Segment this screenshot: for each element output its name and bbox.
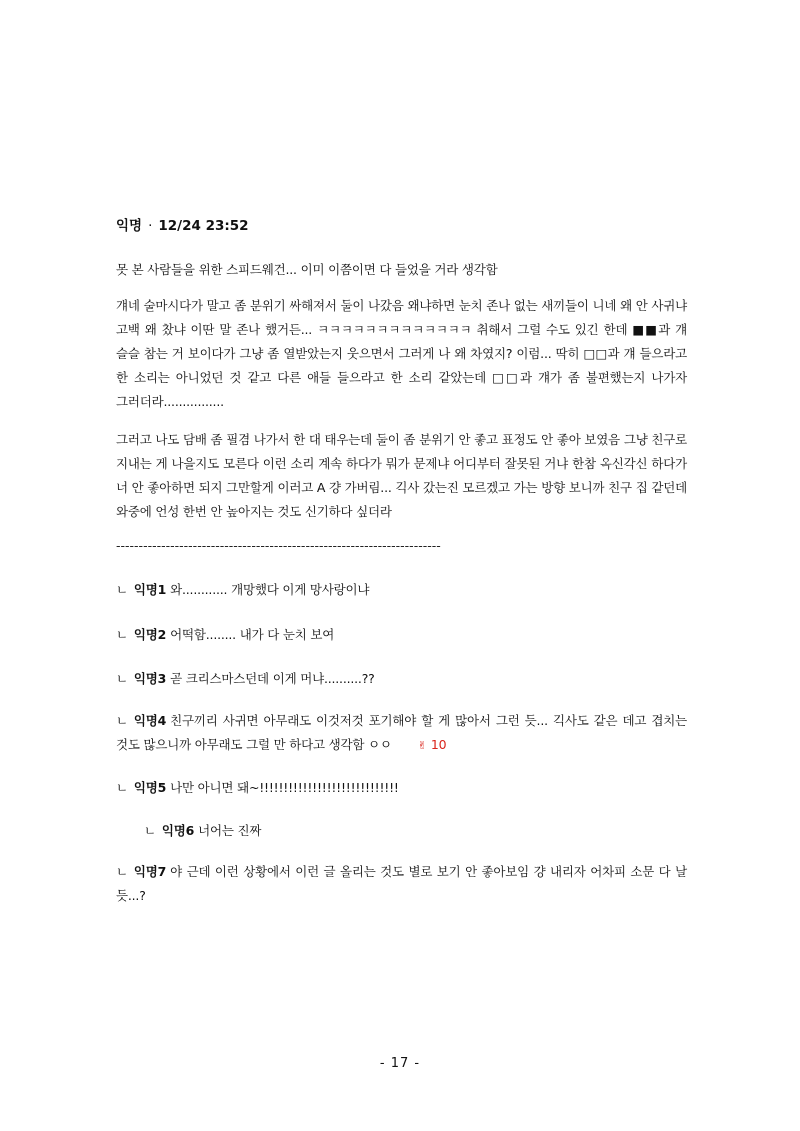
comment-author: 익명5 xyxy=(133,780,167,795)
comment-text: 야 근데 이런 상황에서 이런 글 올리는 것도 별로 보기 안 좋아보임 걍 내리자 어차피 소문 다 날 듯...? xyxy=(116,864,687,903)
reply-mark: ㄴ xyxy=(116,780,128,795)
post-paragraph: 그러고 나도 담배 좀 필겸 나가서 한 대 태우는데 둘이 좀 분위기 안 좋고 표정도 안 좋아 보였음 그냥 친구로 지내는 게 나을지도 모른다 이런 소리 계속 하다가 뭐가 문제냐 어디부터 잘못된 거냐 한참 옥신각신 하다가 너 안 좋아하면 되지 그만할게 이러고 A 걍 가버림... 긱사 갔는진 모르겠고 가는 방향 보니까 친구 집 같던데 와중에 언성 한번 안 높아지는 것도 신기하다 싶더라 xyxy=(116,432,687,519)
like-count xyxy=(392,737,447,752)
comment xyxy=(116,623,687,647)
post-paragraph: 걔네 술마시다가 말고 좀 분위기 싸해져서 둘이 나갔음 왜냐하면 눈치 존나 없는 새끼들이 니네 왜 안 사귀냐 고백 왜 찼냐 이딴 말 존나 했거든... ㅋㅋㅋㅋㅋㅋㅋㅋㅋㅋㅋㅋㅋ 취해서 그럴 수도 있긴 한데 ■■과 걔 슬슬 참는 거 보이다가 그냥 좀 열받았는지 웃으면서 그러게 나 왜 차였지? 이럼... 딱히 □□과 걔 들으라고 한 소리는 아니었던 것 같고 다른 애들 들으라고 한 소리 같았는데 □□과 걔가 좀 불편했는지 나가자 그러더라................ xyxy=(116,298,688,409)
comment-text: 나만 아니면 돼~!!!!!!!!!!!!!!!!!!!!!!!!!!!!! xyxy=(170,780,399,795)
nested-comment xyxy=(144,819,687,843)
thumbs-up-icon: ✌ xyxy=(417,739,427,752)
post-header xyxy=(116,214,249,234)
reply-mark: ㄴ xyxy=(116,864,128,879)
like-count-value: 10 xyxy=(430,737,447,752)
comment-text: 와............ 개망했다 이게 망사랑이냐 xyxy=(170,582,370,597)
comment xyxy=(116,776,687,800)
comment-author: 익명1 xyxy=(133,582,167,597)
page-number: - 17 - xyxy=(379,1056,421,1071)
comment-text: 친구끼리 사귀면 아무래도 이것저것 포기해야 할 게 많아서 그런 듯... 긱사도 같은 데고 겹치는 것도 많으니까 아무래도 그럴 만 하다고 생각함 ㅇㅇ xyxy=(116,713,687,752)
reply-mark: ㄴ xyxy=(116,671,128,686)
post-paragraph: 못 본 사람들을 위한 스피드웨건... 이미 이쯤이면 다 들었을 거라 생각함 xyxy=(116,262,498,277)
comment-author: 익명6 xyxy=(161,823,195,838)
reply-mark: ㄴ xyxy=(144,823,156,838)
comment-author: 익명3 xyxy=(133,671,167,686)
comment-author: 익명4 xyxy=(133,713,167,728)
header-separator: · xyxy=(148,218,153,234)
comment-author: 익명7 xyxy=(133,864,167,879)
post-datetime: 12/24 23:52 xyxy=(158,218,249,234)
comment xyxy=(116,667,687,691)
comment xyxy=(116,860,687,908)
comment-text: 너어는 진짜 xyxy=(198,823,262,838)
comment xyxy=(116,709,687,758)
reply-mark: ㄴ xyxy=(116,582,128,597)
section-divider: ------------------------------------------------------------------------ xyxy=(116,538,441,553)
comment-author: 익명2 xyxy=(133,627,167,642)
post-author: 익명 xyxy=(116,218,143,234)
comment-text: 곧 크리스마스던데 이게 머냐..........?? xyxy=(170,671,375,686)
reply-mark: ㄴ xyxy=(116,627,128,642)
comment xyxy=(116,578,687,602)
comment-text: 어떡함........ 내가 다 눈치 보여 xyxy=(170,627,335,642)
reply-mark: ㄴ xyxy=(116,713,128,728)
